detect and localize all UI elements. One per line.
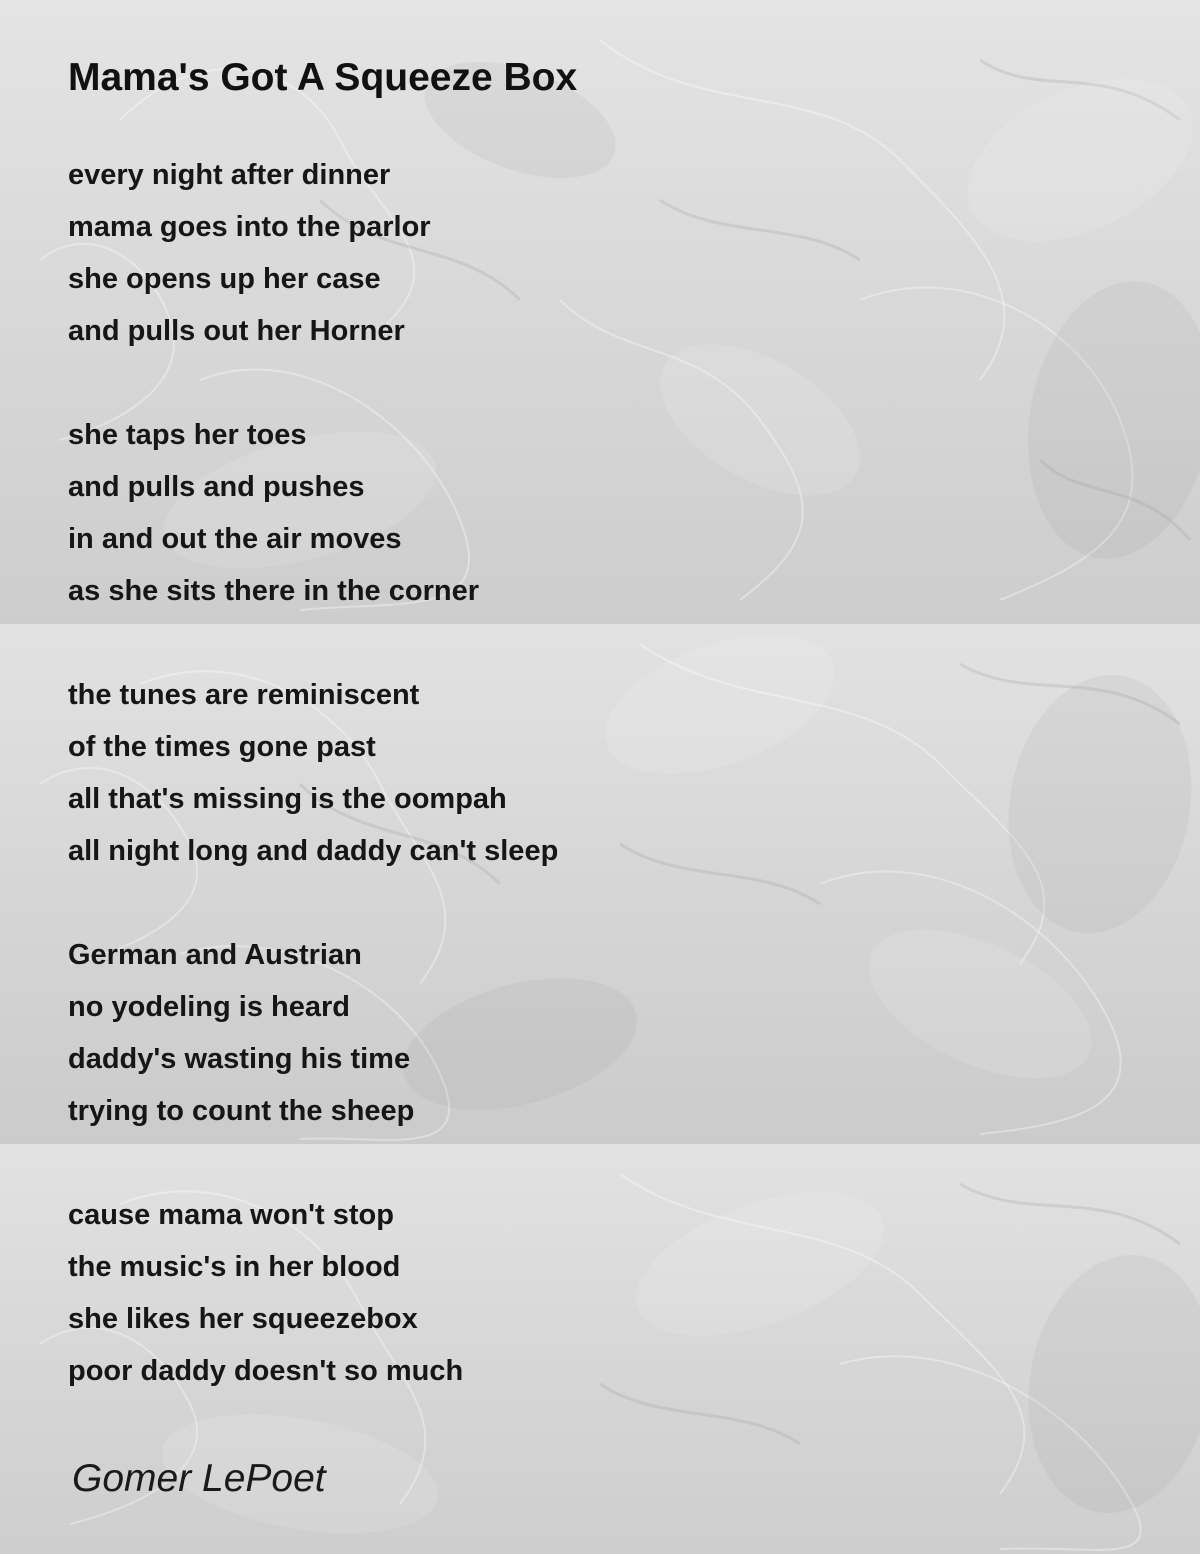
poem-line: all night long and daddy can't sleep <box>68 835 559 867</box>
poem-line: and pulls and pushes <box>68 471 365 503</box>
poem-line: of the times gone past <box>68 731 376 763</box>
poem-title: Mama's Got A Squeeze Box <box>68 56 578 99</box>
stanza-3 <box>68 669 558 877</box>
poem-line: the music's in her blood <box>68 1251 401 1283</box>
poem-line: every night after dinner <box>68 159 391 191</box>
poem-line: as she sits there in the corner <box>68 575 479 607</box>
stanza-5 <box>68 1189 463 1397</box>
poem-line: cause mama won't stop <box>68 1199 394 1231</box>
stanza-2 <box>68 409 479 617</box>
poem-line: in and out the air moves <box>68 523 402 555</box>
poem-line: poor daddy doesn't so much <box>68 1355 464 1387</box>
poem-line: she likes her squeezebox <box>68 1303 418 1335</box>
poem-line: and pulls out her Horner <box>68 315 405 347</box>
poem-line: mama goes into the parlor <box>68 211 431 243</box>
poem-line: she taps her toes <box>68 419 307 451</box>
stanza-1 <box>68 149 431 357</box>
poem-line: the tunes are reminiscent <box>68 679 420 711</box>
poem-line: trying to count the sheep <box>68 1095 415 1127</box>
poem-line: daddy's wasting his time <box>68 1043 411 1075</box>
poem-line: German and Austrian <box>68 939 362 971</box>
poem-line: no yodeling is heard <box>68 991 350 1023</box>
poem-line: all that's missing is the oompah <box>68 783 507 815</box>
poem-line: she opens up her case <box>68 263 381 295</box>
poem-author: Gomer LePoet <box>72 1457 326 1500</box>
stanza-4 <box>68 929 414 1137</box>
